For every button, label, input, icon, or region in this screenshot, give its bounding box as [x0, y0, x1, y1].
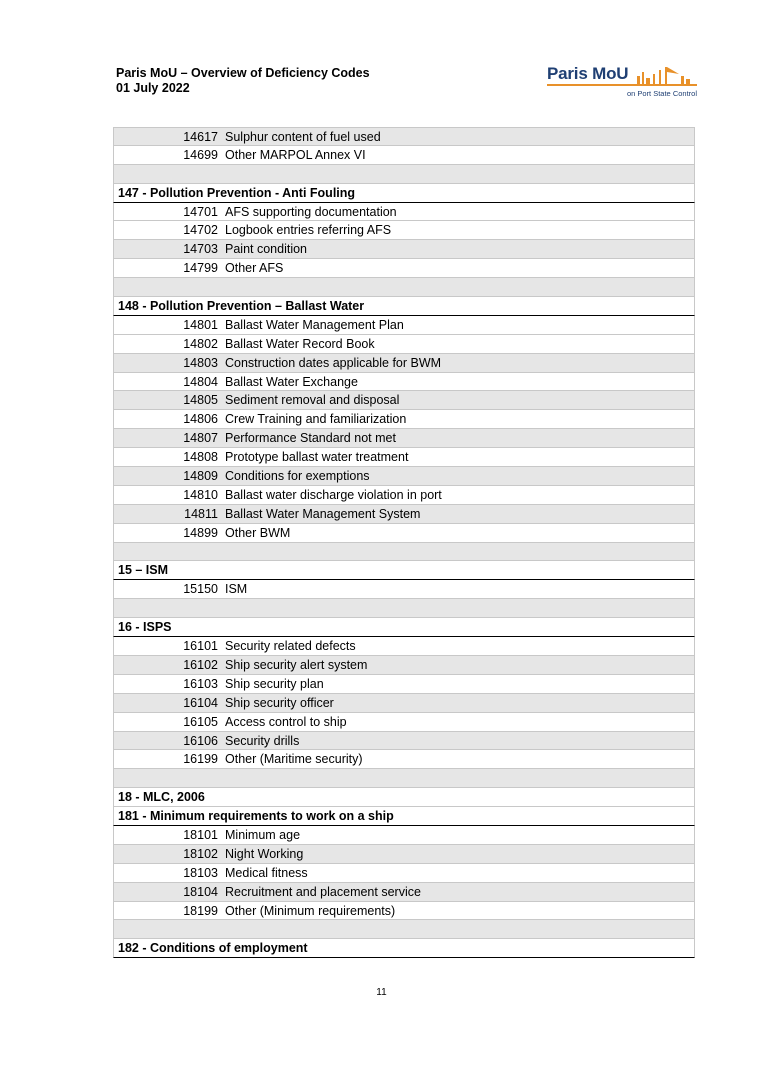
deficiency-description: Minimum age [225, 827, 301, 842]
table-row [113, 240, 695, 259]
section-heading: 16 - ISPS [113, 618, 695, 637]
table-row [113, 656, 695, 675]
deficiency-code: 16101 [183, 639, 218, 654]
table-row [113, 883, 695, 902]
table-row [113, 391, 695, 410]
section-heading: 15 – ISM [113, 561, 695, 580]
deficiency-description: Crew Training and familiarization [225, 412, 407, 427]
title-line-1: Paris MoU – Overview of Deficiency Codes [116, 66, 370, 80]
spacer-row [113, 543, 695, 562]
deficiency-code: 15150 [183, 582, 218, 597]
deficiency-description: Sediment removal and disposal [225, 393, 400, 408]
deficiency-description: Sulphur content of fuel used [225, 130, 381, 144]
deficiency-code: 16106 [183, 733, 218, 748]
deficiency-code: 14703 [183, 242, 218, 257]
deficiency-description: Ship security alert system [225, 657, 368, 672]
spacer-row [113, 920, 695, 939]
deficiency-code: 14810 [183, 487, 218, 502]
deficiency-code: 18101 [183, 827, 218, 842]
deficiency-description: AFS supporting documentation [225, 204, 397, 219]
deficiency-code: 16104 [183, 695, 218, 710]
section-heading: 182 - Conditions of employment [113, 939, 695, 958]
table-row [113, 316, 695, 335]
deficiency-description: Other AFS [225, 261, 284, 276]
deficiency-description: Other BWM [225, 525, 291, 540]
logo-text: Paris MoU [547, 64, 629, 83]
deficiency-description: Logbook entries referring AFS [225, 223, 392, 238]
deficiency-code: 16103 [183, 676, 218, 691]
deficiency-code: 18102 [183, 846, 218, 861]
deficiency-code: 14808 [183, 450, 218, 465]
document-title [116, 66, 370, 96]
section-heading: 147 - Pollution Prevention - Anti Fouling [113, 184, 695, 203]
deficiency-code: 14799 [183, 261, 218, 276]
deficiency-code: 18104 [183, 884, 218, 899]
table-row [113, 732, 695, 751]
deficiency-description: Performance Standard not met [225, 431, 396, 446]
table-row [113, 864, 695, 883]
deficiency-code: 14803 [183, 355, 218, 370]
deficiency-code: 14811 [184, 506, 218, 521]
deficiency-description: Ballast Water Management System [225, 506, 421, 521]
deficiency-description: Night Working [225, 846, 304, 861]
spacer-row [113, 599, 695, 618]
deficiency-code: 14899 [183, 525, 218, 540]
spacer-row [113, 165, 695, 184]
deficiency-description: Ship security officer [225, 695, 334, 710]
deficiency-description: Paint condition [225, 242, 308, 257]
deficiency-code: 16199 [183, 752, 218, 767]
deficiency-description: ISM [225, 582, 248, 597]
deficiency-description: Access control to ship [225, 714, 347, 729]
spacer-row [113, 769, 695, 788]
table-row [113, 486, 695, 505]
table-row [113, 580, 695, 599]
deficiency-code: 18103 [183, 865, 218, 880]
deficiency-code: 14809 [183, 469, 218, 484]
table-row [113, 675, 695, 694]
title-line-2: 01 July 2022 [116, 81, 190, 95]
table-row [113, 127, 695, 146]
deficiency-description: Ballast Water Exchange [225, 374, 358, 389]
page-number: 11 [376, 987, 387, 998]
deficiency-code: 16105 [183, 714, 218, 729]
deficiency-description: Ship security plan [225, 676, 324, 691]
deficiency-description: Ballast Water Management Plan [225, 317, 404, 332]
deficiency-description: Medical fitness [225, 865, 308, 880]
port-skyline-icon [635, 64, 693, 85]
deficiency-description: Security drills [225, 733, 300, 748]
spacer-row [113, 278, 695, 297]
deficiency-code: 16102 [183, 657, 218, 672]
deficiency-code: 14805 [183, 393, 218, 408]
deficiency-code: 14702 [183, 223, 218, 238]
deficiency-description: Security related defects [225, 639, 356, 654]
deficiency-code: 14802 [183, 336, 218, 351]
deficiency-description: Conditions for exemptions [225, 469, 370, 484]
table-row [113, 637, 695, 656]
table-row [113, 203, 695, 222]
table-row [113, 335, 695, 354]
table-row [113, 354, 695, 373]
deficiency-code: 18199 [183, 903, 218, 918]
table-row [113, 429, 695, 448]
deficiency-description: Ballast water discharge violation in port [225, 487, 442, 502]
table-row [113, 826, 695, 845]
table-row [113, 902, 695, 921]
table-row [113, 694, 695, 713]
table-row [113, 410, 695, 429]
deficiency-code: 14806 [183, 412, 218, 427]
table-row [113, 845, 695, 864]
table-row [113, 467, 695, 486]
deficiency-description: Prototype ballast water treatment [225, 450, 409, 465]
table-row [113, 713, 695, 732]
deficiency-code: 14617 [183, 130, 218, 144]
table-row [113, 221, 695, 240]
deficiency-code: 14804 [183, 374, 218, 389]
table-row [113, 505, 695, 524]
deficiency-description: Construction dates applicable for BWM [225, 355, 442, 370]
deficiency-code: 14701 [183, 204, 218, 219]
chapter-heading: 18 - MLC, 2006 [113, 788, 695, 807]
logo-subtitle: on Port State Control [626, 89, 697, 98]
table-row [113, 524, 695, 543]
deficiency-code: 14699 [183, 147, 218, 162]
deficiency-codes-table [113, 127, 695, 958]
deficiency-code: 14807 [183, 431, 218, 446]
table-row [113, 146, 695, 165]
table-row [113, 259, 695, 278]
section-heading: 148 - Pollution Prevention – Ballast Water [113, 297, 695, 316]
section-heading: 181 - Minimum requirements to work on a ship [113, 807, 695, 826]
deficiency-description: Other MARPOL Annex VI [225, 147, 366, 162]
table-row [113, 750, 695, 769]
table-row [113, 373, 695, 392]
deficiency-code: 14801 [183, 317, 218, 332]
deficiency-description: Ballast Water Record Book [225, 336, 375, 351]
table-row [113, 448, 695, 467]
deficiency-description: Other (Maritime security) [225, 752, 363, 767]
paris-mou-logo [547, 60, 697, 100]
logo-underline [547, 84, 697, 86]
deficiency-description: Other (Minimum requirements) [225, 903, 396, 918]
deficiency-description: Recruitment and placement service [225, 884, 421, 899]
